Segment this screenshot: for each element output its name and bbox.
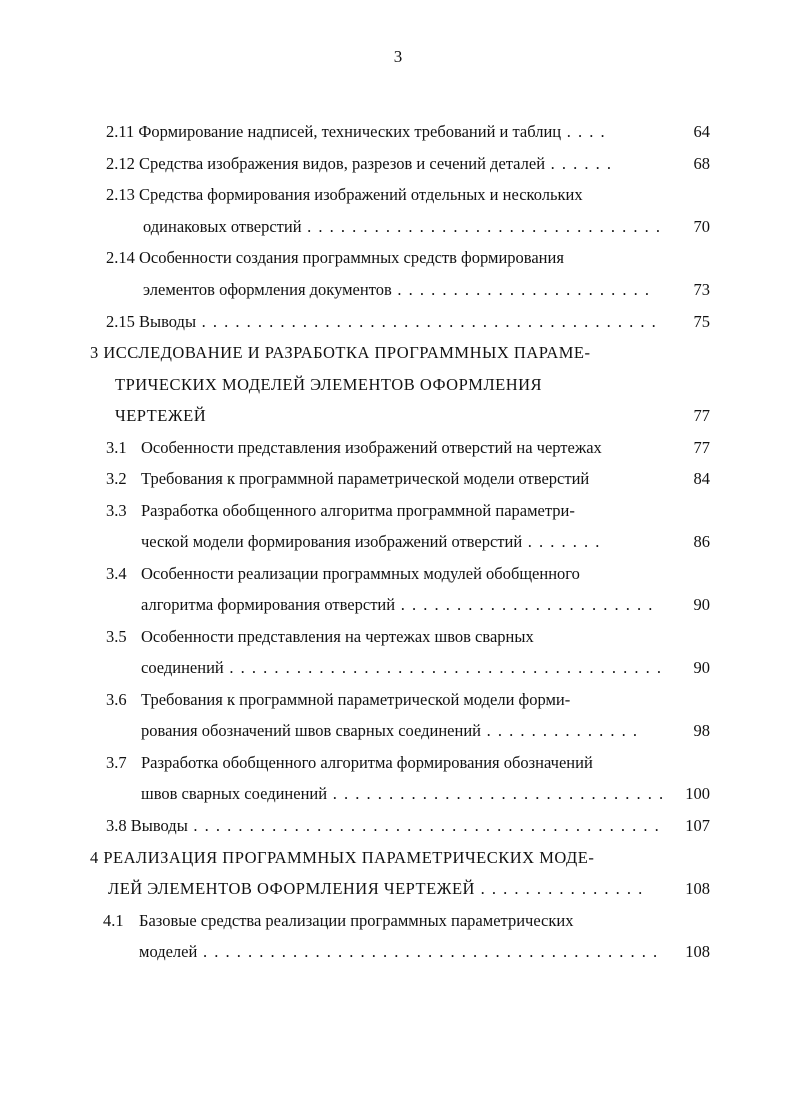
entry-title: Особенности создания программных средств формирования [139,248,564,267]
page-ref: 90 [693,658,710,677]
entry-number: 2.11 [106,122,135,141]
entry-number: 3.1 [106,438,127,457]
entry-title: Разработка обобщенного алгоритма формирования обозначений [141,753,593,772]
page-ref: 77 [693,406,710,425]
entry-title: Базовые средства реализации программных параметрических [139,911,574,930]
entry-number: 3.4 [106,564,127,583]
entry-number: 3.3 [106,501,127,520]
page-ref: 108 [685,879,710,898]
entry-title: Требования к программной параметрической модели отверстий [141,469,590,488]
entry-number: 2.15 [106,312,135,331]
entry-title-cont: алгоритма формирования отверстий [141,595,396,614]
chapter-title: 4 РЕАЛИЗАЦИЯ ПРОГРАММНЫХ ПАРАМЕТРИЧЕСКИХ МОДЕ- [90,848,595,867]
entry-number: 3.6 [106,690,127,709]
page-ref: 98 [693,721,710,740]
entry-title: Средства изображения видов, разрезов и сечений деталей [139,154,546,173]
entry-title-cont: элементов оформления документов [143,280,392,299]
entry-title: Формирование надписей, технических требований и таблиц [138,122,562,141]
chapter-title-cont: ЧЕРТЕЖЕЙ [115,406,207,425]
entry-title: Разработка обобщенного алгоритма программной параметри- [141,501,575,520]
entry-number: 3.7 [106,753,127,772]
entry-title: Выводы [139,312,197,331]
entry-number: 2.13 [106,185,135,204]
page-ref: 84 [693,469,710,488]
entry-number: 4.1 [103,911,124,930]
leader-dots: . . . . . . [545,154,613,173]
entry-title-cont: швов сварных соединений [141,784,328,803]
entry-number: 2.12 [106,154,135,173]
leader-dots: . . . . . . . . . . . . . . . . . . . . . . . [395,595,654,614]
leader-dots: . . . . . . . . . . . . . . . . . . . . . . . . . . . . . . . . . . . . . . . . . [197,942,659,961]
entry-number: 3.2 [106,469,127,488]
entry-title: Выводы [130,816,188,835]
entry-title: Особенности реализации программных модулей обобщенного [141,564,580,583]
entry-title-cont: рования обозначений швов сварных соединений [141,721,481,740]
entry-title: Средства формирования изображений отдельных и нескольких [139,185,583,204]
leader-dots: . . . . . . . . . . . . . . [480,721,639,740]
entry-title: Особенности представления изображений отверстий на чертежах [141,438,602,457]
entry-title: Особенности представления на чертежах швов сварных [141,627,534,646]
page-ref: 68 [693,154,710,173]
leader-dots: . . . . . . . . . . . . . . . . . . . . . . . . . . . . . . . . . . . . . . . [223,658,663,677]
entry-number: 3.5 [106,627,127,646]
page-ref: 64 [693,122,710,141]
leader-dots: . . . . . . . . . . . . . . . . . . . . . . . [391,280,651,299]
entry-title-cont: моделей [139,942,198,961]
page-ref: 73 [693,280,710,299]
leader-dots: . . . . . . . . . . . . . . . . . . . . . . . . . . . . . . [327,784,665,803]
page-ref: 77 [693,438,710,457]
page-number: 3 [393,47,403,66]
leader-dots: . . . . . . . . . . . . . . . . . . . . . . . . . . . . . . . . [301,217,662,236]
leader-dots: . . . . [561,122,607,141]
chapter-title-cont: ТРИЧЕСКИХ МОДЕЛЕЙ ЭЛЕМЕНТОВ ОФОРМЛЕНИЯ [115,375,543,394]
page-ref: 107 [685,816,710,835]
page-ref: 90 [693,595,710,614]
page-ref: 86 [693,532,710,551]
entry-title-cont: ческой модели формирования изображений отверстий [141,532,523,551]
leader-dots: . . . . . . . . . . . . . . . . . . . . . . . . . . . . . . . . . . . . . . . . . [196,312,658,331]
page-ref: 70 [693,217,710,236]
entry-number: 3.8 [106,816,127,835]
leader-dots: . . . . . . . . . . . . . . . . . . . . . . . . . . . . . . . . . . . . . . . . . . [187,816,661,835]
entry-title-cont: одинаковых отверстий [143,217,302,236]
page-ref: 75 [693,312,710,331]
entry-title-cont: соединений [141,658,224,677]
page-ref: 108 [685,942,710,961]
leader-dots: . . . . . . . . . . . . . . . [474,879,644,898]
entry-title: Требования к программной параметрической модели форми- [141,690,571,709]
chapter-title-cont: ЛЕЙ ЭЛЕМЕНТОВ ОФОРМЛЕНИЯ ЧЕРТЕЖЕЙ [108,879,475,898]
entry-number: 2.14 [106,248,135,267]
leader-dots: . . . . . . . [522,532,601,551]
chapter-title: 3 ИССЛЕДОВАНИЕ И РАЗРАБОТКА ПРОГРАММНЫХ ПАРАМЕ- [90,343,591,362]
page-ref: 100 [685,784,710,803]
